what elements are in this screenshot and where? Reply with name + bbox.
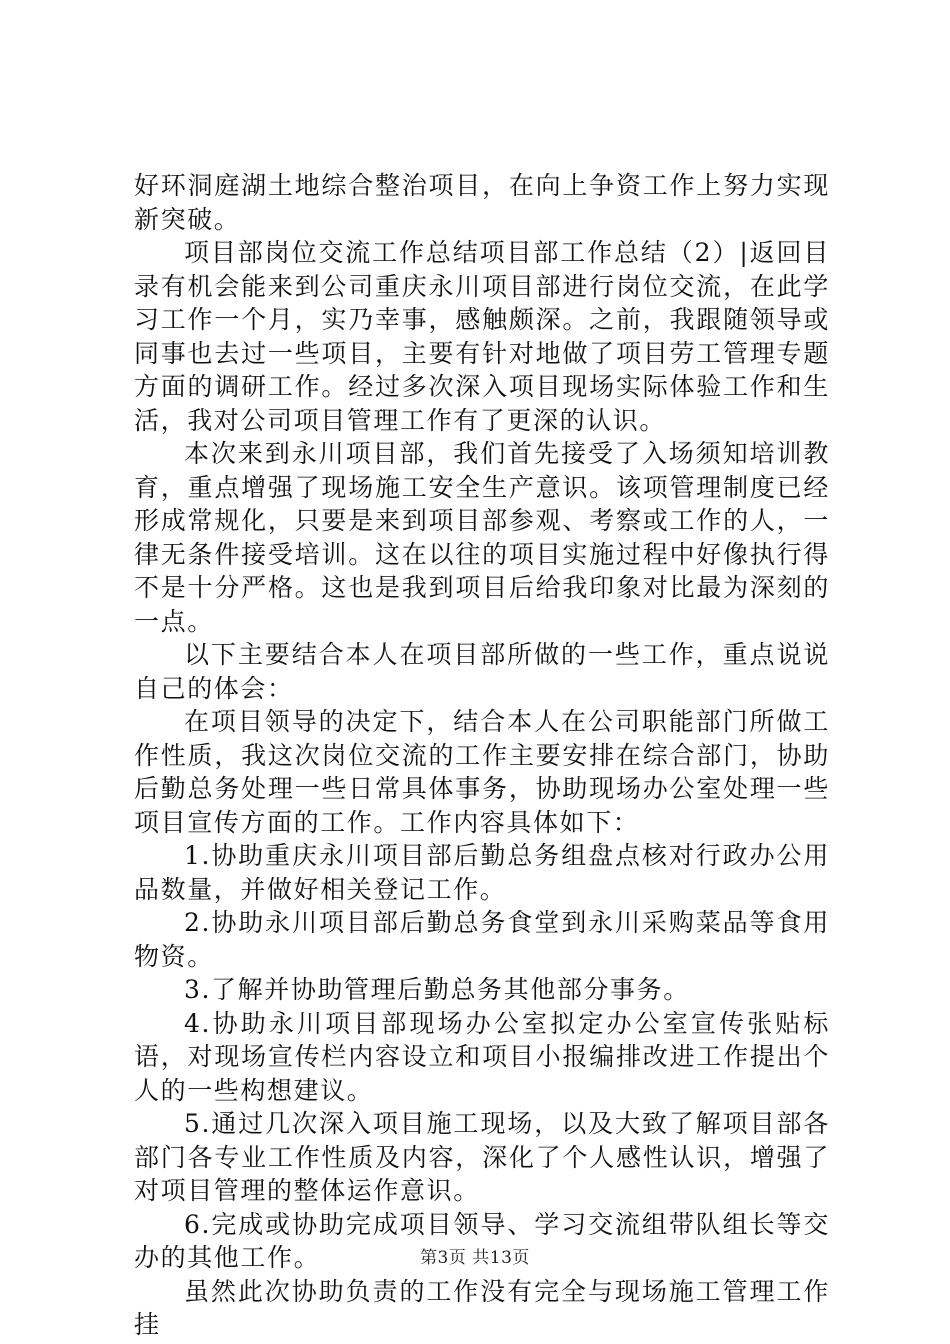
paragraph: 项目部岗位交流工作总结项目部工作总结（2）|返回目录有机会能来到公司重庆永川项目部进行岗位交流，在此学习工作一个月，实乃幸事，感触颇深。之前，我跟随领导或同事也去过一些项目，主要有针对地做了项目劳工管理专题方面的调研工作。经过多次深入项目现场实际体验工作和生活，我对公司项目管理工作有了更深的认识。 bbox=[134, 238, 830, 435]
list-item: 5.通过几次深入项目施工现场，以及大致了解项目部各部门各专业工作性质及内容，深化了个人感性认识，增强了对项目管理的整体运作意识。 bbox=[134, 1109, 830, 1205]
list-item: 2.协助永川项目部后勤总务食堂到永川采购菜品等食用物资。 bbox=[134, 908, 830, 971]
paragraph: 在项目领导的决定下，结合本人在公司职能部门所做工作性质，我这次岗位交流的工作主要安排在综合部门，协助后勤总务处理一些日常具体事务，协助现场办公室处理一些项目宣传方面的工作。工作内容具体如下： bbox=[134, 707, 830, 837]
paragraph: 以下主要结合本人在项目部所做的一些工作，重点说说自己的体会： bbox=[134, 640, 830, 703]
list-item: 3.了解并协助管理后勤总务其他部分事务。 bbox=[184, 975, 690, 1004]
paragraph: 虽然此次协助负责的工作没有完全与现场施工管理工作挂 bbox=[134, 1276, 830, 1339]
paragraph: 好环洞庭湖土地综合整治项目，在向上争资工作上努力实现新突破。 bbox=[134, 171, 830, 234]
list-item: 1.协助重庆永川项目部后勤总务组盘点核对行政办公用品数量，并做好相关登记工作。 bbox=[134, 841, 830, 904]
list-item: 6.完成或协助完成项目领导、学习交流组带队组长等交办的其他工作。 bbox=[134, 1209, 830, 1272]
paragraph: 本次来到永川项目部，我们首先接受了入场须知培训教育，重点增强了现场施工安全生产意识。该项管理制度已经形成常规化，只要是来到项目部参观、考察或工作的人，一律无条件接受培训。这在以往的项目实施过程中好像执行得不是十分严格。这也是我到项目后给我印象对比最为深刻的一点。 bbox=[134, 439, 830, 636]
list-item: 4.协助永川项目部现场办公室拟定办公室宣传张贴标语，对现场宣传栏内容设立和项目小报编排改进工作提出个人的一些构想建议。 bbox=[134, 1008, 830, 1105]
page-number-footer: 第3页 共13页 bbox=[420, 1248, 530, 1268]
document-body bbox=[134, 169, 830, 1342]
